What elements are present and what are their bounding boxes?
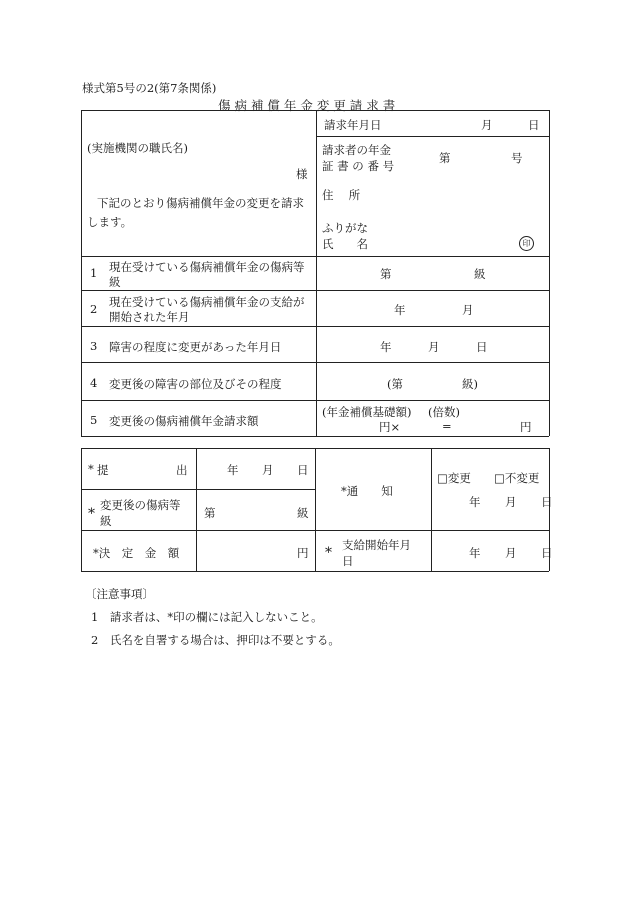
cert-go: 号	[511, 151, 523, 165]
item1-no: 1	[90, 266, 98, 280]
grade-star: *	[88, 506, 95, 522]
item5-base-label: (年金補償基礎額)	[322, 405, 412, 419]
item5-yen: 円	[520, 420, 532, 434]
cert-label-line1: 請求者の年金	[322, 143, 391, 157]
item4-no: 4	[90, 376, 98, 390]
item4-value-kyu: 級)	[462, 377, 478, 391]
official-name-label: (実施機関の職氏名)	[87, 141, 188, 155]
item2-value-year: 年	[394, 303, 406, 317]
submit-month: 月	[262, 463, 274, 477]
item5-no: 5	[90, 413, 98, 427]
furigana-label: ふりがな	[322, 221, 368, 235]
item1-label-line2: 級	[109, 275, 121, 289]
start-year: 年	[469, 546, 481, 560]
item1-value-dai: 第	[380, 267, 392, 281]
item5-multiplier-label: (倍数)	[428, 405, 460, 419]
grade-label-line2: 級	[100, 514, 112, 528]
item3-value-day: 日	[476, 340, 488, 354]
form-title: 傷 病 補 償 年 金 変 更 請 求 書	[218, 98, 396, 113]
note-item: 2 氏名を自署する場合は、押印は不要とする。	[91, 633, 340, 647]
submit-label-b: 出	[176, 463, 188, 477]
item3-no: 3	[90, 339, 98, 353]
start-label-line2: 日	[342, 554, 354, 568]
seal-mark: 印	[519, 236, 534, 251]
request-date-month: 月	[481, 118, 493, 132]
nochange-checkbox: □不変更	[494, 471, 540, 485]
item5-equals: =	[442, 419, 452, 433]
cert-label-line2: 証 書 の 番 号	[322, 159, 395, 173]
submit-year: 年	[227, 463, 239, 477]
start-month: 月	[505, 546, 517, 560]
change-checkbox: □変更	[437, 471, 471, 485]
item2-label-line1: 現在受けている傷病補償年金の支給が	[109, 295, 305, 309]
note-item: 1 請求者は、*印の欄には記入しないこと。	[91, 610, 323, 624]
item4-value-dai: (第	[387, 377, 403, 391]
cert-dai: 第	[439, 151, 451, 165]
submit-star: *	[88, 462, 94, 476]
notify-day: 日	[541, 495, 553, 509]
request-date-day: 日	[528, 118, 540, 132]
notify-year: 年	[469, 495, 481, 509]
start-star: *	[325, 545, 332, 561]
notify-month: 月	[505, 495, 517, 509]
submit-day: 日	[297, 463, 309, 477]
start-label-line1: 支給開始年月	[342, 538, 411, 552]
notify-label: *通 知	[341, 484, 393, 498]
start-day: 日	[541, 546, 553, 560]
name-label: 氏 名	[322, 237, 368, 251]
address-label: 住 所	[322, 188, 361, 202]
item2-label-line2: 開始された年月	[109, 310, 190, 324]
statement-line1: 下記のとおり傷病補償年金の変更を請求	[97, 196, 304, 210]
request-date-label: 請求年月日	[324, 118, 382, 132]
item3-value-month: 月	[428, 340, 440, 354]
item3-value-year: 年	[380, 340, 392, 354]
item1-value-kyu: 級	[474, 267, 486, 281]
notes-heading: 〔注意事項〕	[85, 587, 154, 601]
submit-label-a: 提	[97, 463, 109, 477]
item1-label-line1: 現在受けている傷病補償年金の傷病等	[109, 260, 305, 274]
sama-label: 様	[296, 167, 308, 181]
item3-label: 障害の程度に変更があった年月日	[109, 340, 282, 354]
item5-yen-times: 円×	[379, 420, 401, 434]
item4-label: 変更後の障害の部位及びその程度	[109, 377, 282, 391]
statement-line2: します。	[87, 215, 133, 229]
item5-label: 変更後の傷病補償年金請求額	[109, 414, 259, 428]
amount-yen: 円	[297, 546, 309, 560]
item2-value-month: 月	[462, 303, 474, 317]
amount-label: *決 定 金 額	[93, 546, 180, 560]
form-number: 様式第5号の2(第7条関係)	[82, 81, 217, 95]
grade-label-line1: 変更後の傷病等	[100, 498, 181, 512]
grade-dai: 第	[204, 506, 216, 520]
grade-kyu: 級	[297, 506, 309, 520]
item2-no: 2	[90, 302, 98, 316]
